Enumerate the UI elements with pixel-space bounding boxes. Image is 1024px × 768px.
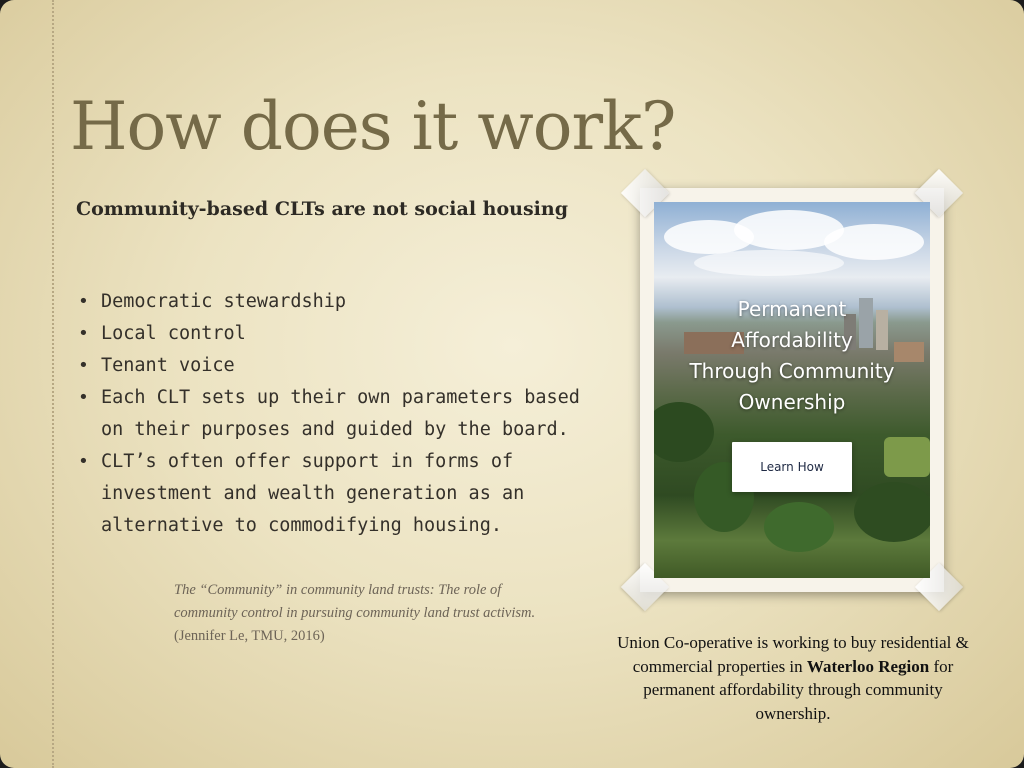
bullet-item [76, 318, 596, 350]
tree-shape [854, 482, 930, 542]
bullet-text: Democratic stewardship [101, 291, 347, 312]
photo-headline-line: Through Community [689, 359, 895, 383]
cloud-shape [694, 250, 844, 276]
photo-headline [654, 294, 930, 418]
citation-title: The “Community” in community land trusts: The role of community control in pursuing community land trust activism. [174, 582, 536, 621]
bullet-text: Each CLT sets up their own parameters based on their purposes and guided by the board. [101, 387, 580, 440]
dotted-stitch-divider [52, 0, 54, 768]
bullet-text: Local control [101, 323, 246, 344]
bullet-text: Tenant voice [101, 355, 235, 376]
bullet-dot-icon: • [78, 387, 89, 408]
bullet-text: CLT’s often offer support in forms of investment and wealth generation as an alternative to commodifying housing. [101, 451, 525, 536]
caption-text-after: for permanent affordability through community ownership. [643, 656, 954, 723]
caption-text-before: Union Co-operative is working to buy residential & commercial properties in [617, 633, 969, 676]
photo-headline-line: Permanent [737, 297, 847, 321]
bullet-item [76, 286, 596, 318]
learn-how-button[interactable]: Learn How [732, 442, 852, 492]
photo-headline-line: Affordability [731, 328, 853, 352]
photo-frame [640, 188, 944, 592]
city-aerial-photo [654, 202, 930, 578]
bullet-list [76, 286, 596, 542]
bullet-item [76, 446, 596, 542]
citation-author: (Jennifer Le, TMU, 2016) [174, 628, 325, 644]
bullet-dot-icon: • [78, 291, 89, 312]
photo-headline-line: Ownership [738, 390, 846, 414]
slide-title: How does it work? [70, 88, 676, 165]
photo-caption [606, 631, 980, 725]
bullet-dot-icon: • [78, 355, 89, 376]
bullet-item [76, 350, 596, 382]
slide-subtitle: Community-based CLTs are not social housing [76, 198, 568, 220]
field-shape [884, 437, 930, 477]
cloud-shape [824, 224, 924, 260]
caption-bold-region: Waterloo Region [806, 656, 930, 676]
tree-shape [764, 502, 834, 552]
bullet-dot-icon: • [78, 451, 89, 472]
bullet-dot-icon: • [78, 323, 89, 344]
citation [174, 579, 554, 648]
bullet-item [76, 382, 596, 446]
